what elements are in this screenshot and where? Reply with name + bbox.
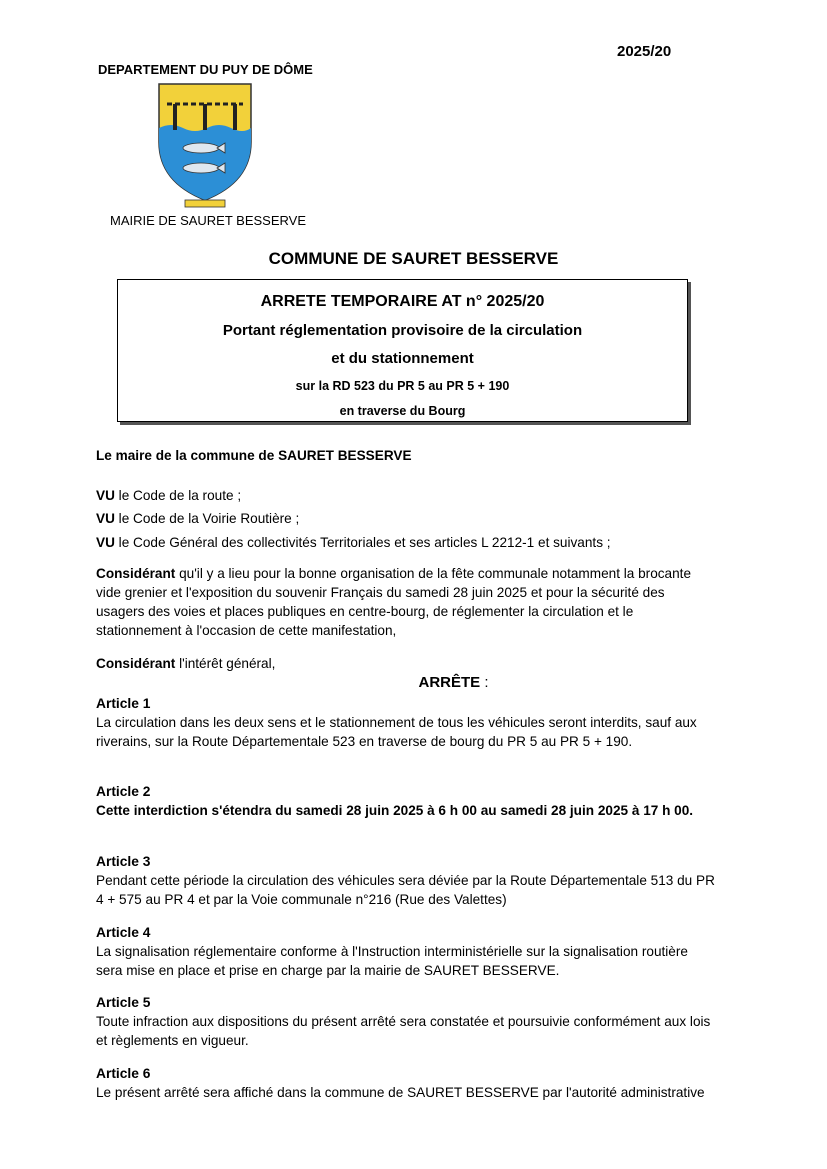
article-title: Article 3 [96, 854, 151, 869]
arrete-subject-line1: Portant réglementation provisoire de la circulation [222, 322, 583, 339]
article-6 [96, 1064, 716, 1102]
article-title: Article 4 [96, 925, 151, 940]
article-1 [96, 694, 716, 751]
article-3 [96, 852, 716, 909]
article-title: Article 6 [96, 1066, 151, 1081]
article-5 [96, 993, 716, 1050]
arrete-subject-line2: et du stationnement [331, 350, 474, 367]
article-title: Article 1 [96, 696, 151, 711]
article-2 [96, 782, 716, 820]
arrete-location: en traverse du Bourg [339, 404, 466, 418]
mairie-name: MAIRIE DE SAURET BESSERVE [110, 213, 307, 228]
document-reference: 2025/20 [617, 43, 672, 60]
intro-line: Le maire de la commune de SAURET BESSERVE [96, 448, 412, 463]
title-box [117, 279, 688, 422]
article-title: Article 5 [96, 995, 151, 1010]
coat-of-arms-icon [155, 82, 255, 214]
article-text: La circulation dans les deux sens et le stationnement de tous les véhicules seront interdits, sauf aux riverains, sur la Route Départementale 523 en traverse de bourg du PR 5 au PR 5 + 190. [96, 715, 697, 749]
arrete-road-section: sur la RD 523 du PR 5 au PR 5 + 190 [295, 379, 510, 393]
arrete-number: ARRETE TEMPORAIRE AT n° 2025/20 [260, 293, 545, 310]
considerant-interet: Considérant l'intérêt général, [96, 656, 276, 671]
article-text: La signalisation réglementaire conforme à l'Instruction interministérielle sur la signalisation routière sera mise en place et prise en charge par la mairie de SAURET BESSERVE. [96, 944, 688, 978]
article-text: Toute infraction aux dispositions du présent arrêté sera constatée et poursuivie conformément aux lois et règlements en vigueur. [96, 1014, 711, 1048]
article-text: Pendant cette période la circulation des véhicules sera déviée par la Route Départementale 513 du PR 4 + 575 au PR 4 et par la Voie communale n°216 (Rue des Valettes) [96, 873, 715, 907]
vu-item: VU le Code de la Voirie Routière ; [96, 511, 300, 526]
article-title: Article 2 [96, 784, 151, 799]
commune-heading: COMMUNE DE SAURET BESSERVE [268, 249, 559, 268]
vu-item: VU le Code Général des collectivités Territoriales et ses articles L 2212-1 et suivants ; [96, 535, 611, 550]
department-name: DEPARTEMENT DU PUY DE DÔME [98, 62, 313, 77]
article-text: Cette interdiction s'étendra du samedi 28 juin 2025 à 6 h 00 au samedi 28 juin 2025 à 17 h 00. [96, 803, 694, 818]
vu-item: VU le Code de la route ; [96, 488, 242, 503]
arrete-heading: ARRÊTE : [418, 674, 489, 691]
article-text: Le présent arrêté sera affiché dans la commune de SAURET BESSERVE par l'autorité administrative [96, 1085, 705, 1100]
considerant-paragraph: Considérant qu'il y a lieu pour la bonne organisation de la fête communale notamment la brocante vide grenier et l'exposition du souvenir Français du samedi 28 juin 2025 et pour la sécurité des usagers des voies et places publiques en centre-bourg, de réglementer la circulation et le stationnement à l'occasion de cette manifestation, [96, 566, 692, 638]
article-4 [96, 923, 716, 980]
